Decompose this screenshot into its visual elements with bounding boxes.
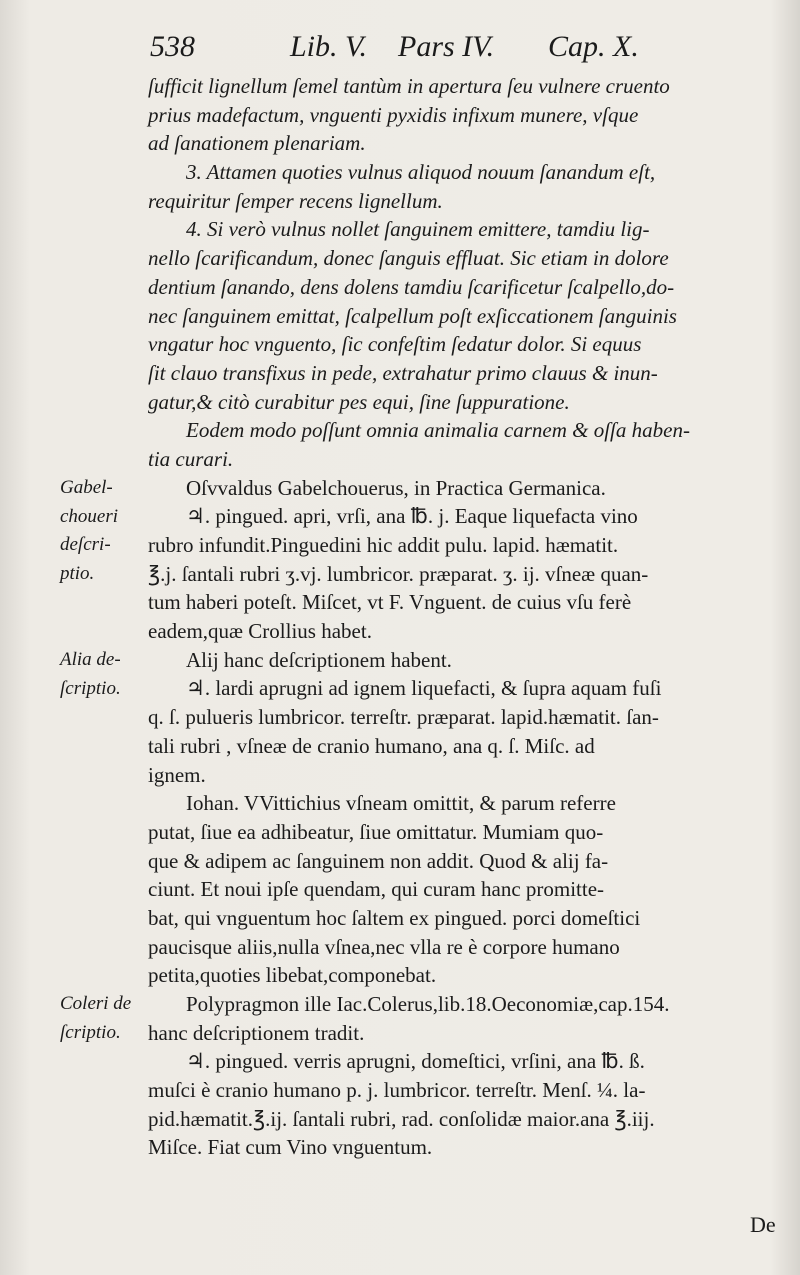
margin-note-line: ptio. [60, 562, 95, 584]
text-line: Eodem modo poſſunt omnia animalia carnem & oſſa haben- [186, 418, 690, 443]
text-line: vngatur hoc vnguento, ſic confeſtim ſedatur dolor. Si equus [148, 332, 642, 357]
text-line: ſit clauo transfixus in pede, extrahatur primo clauus & inun- [148, 360, 658, 385]
text-line: Miſce. Fiat cum Vino vnguentum. [148, 1135, 433, 1160]
margin-note-line: choueri [60, 505, 119, 527]
margin-note-line: ſcriptio. [60, 677, 121, 699]
part-label: Pars IV. [398, 30, 495, 63]
text-line: pid.hæmatit.℥.ij. ſantali rubri, rad. conſolidæ maior.ana ℥.iij. [148, 1106, 655, 1131]
text-line: hanc deſcriptionem tradit. [148, 1020, 365, 1045]
text-line: ignem. [148, 762, 206, 787]
text-line: requiritur ſemper recens lignellum. [148, 188, 443, 213]
text-line: prius madefactum, vnguenti pyxidis infixum munere, vſque [148, 102, 639, 127]
text-line: ♃. lardi aprugni ad ignem liquefacti, & ſupra aquam fuſi [186, 676, 662, 701]
text-line: paucisque aliis,nulla vſnea,nec vlla re è corpore humano [148, 934, 620, 959]
text-line: nec ſanguinem emittat, ſcalpellum poſt exſiccationem ſanguinis [148, 303, 677, 328]
text-line: putat, ſiue ea adhibeatur, ſiue omittatur. Mumiam quo- [148, 819, 604, 844]
margin-note-line: ſcriptio. [60, 1022, 121, 1044]
text-line: Polypragmon ille Iac.Colerus,lib.18.Oeconomiæ,cap.154. [186, 992, 670, 1016]
text-line: petita,quoties libebat,componebat. [148, 963, 437, 988]
running-header [150, 30, 760, 70]
text-line: ℥.j. ſantali rubri ʒ.vj. lumbricor. præparat. ʒ. ij. vſneæ quan- [148, 561, 649, 586]
text-line: tum haberi poteſt. Miſcet, vt F. Vnguent. de cuius vſu ferè [148, 590, 632, 615]
text-line: eadem,quæ Crollius habet. [148, 619, 372, 644]
margin-note [60, 646, 150, 703]
text-line: ♃. pingued. apri, vrſi, ana ℔. j. Eaque liquefacta vino [186, 504, 638, 529]
margin-note-line: Gabel- [60, 476, 113, 498]
margin-note [60, 990, 150, 1047]
text-line: gatur,& citò curabitur pes equi, ſine ſuppuratione. [148, 389, 570, 414]
text-line: 4. Si verò vulnus nollet ſanguinem emittere, tamdiu lig- [186, 217, 650, 242]
chapter-label: Cap. X. [548, 30, 639, 63]
page-number: 538 [150, 30, 195, 63]
text-line: ciunt. Et noui ipſe quendam, qui curam hanc promitte- [148, 877, 605, 902]
text-line: ad ſanationem plenariam. [148, 131, 366, 156]
margin-note [60, 474, 150, 589]
text-line: ♃. pingued. verris aprugni, domeſtici, vrſini, ana ℔. ß. [186, 1049, 645, 1074]
body-text [148, 72, 788, 1162]
text-line: rubro infundit.Pinguedini hic addit pulu. lapid. hæmatit. [148, 533, 619, 557]
text-line: dentium ſanando, dens dolens tamdiu ſcarificetur ſcalpello,do- [148, 274, 675, 299]
text-line: Iohan. VVittichius vſneam omittit, & parum referre [186, 791, 616, 816]
book-label: Lib. V. [290, 30, 367, 63]
text-line: tali rubri , vſneæ de cranio humano, ana q. ſ. Miſc. ad [148, 733, 595, 758]
text-line: que & adipem ac ſanguinem non addit. Quod & alij fa- [148, 848, 609, 873]
margin-note-line: Coleri de [60, 993, 132, 1015]
text-line: tia curari. [148, 446, 234, 471]
margin-note-line: deſcri- [60, 534, 111, 556]
text-line: nello ſcarificandum, donec ſanguis effluat. Sic etiam in dolore [148, 246, 669, 271]
catchword: De [750, 1212, 776, 1237]
text-line: Alij hanc deſcriptionem habent. [186, 647, 452, 672]
text-line: bat, qui vnguentum hoc ſaltem ex pingued. porci domeſtici [148, 905, 641, 930]
text-line: Oſvvaldus Gabelchouerus, in Practica Germanica. [186, 475, 606, 500]
text-line: 3. Attamen quoties vulnus aliquod nouum ſanandum eſt, [186, 160, 656, 185]
text-line: q. ſ. pulueris lumbricor. terreſtr. præparat. lapid.hæmatit. ſan- [148, 705, 659, 730]
text-line: ſufficit lignellum ſemel tantùm in apertura ſeu vulnere cruento [148, 74, 670, 98]
margin-note-line: Alia de- [60, 649, 121, 670]
text-line: muſci è cranio humano p. j. lumbricor. terreſtr. Menſ. ¼. la- [148, 1078, 646, 1103]
